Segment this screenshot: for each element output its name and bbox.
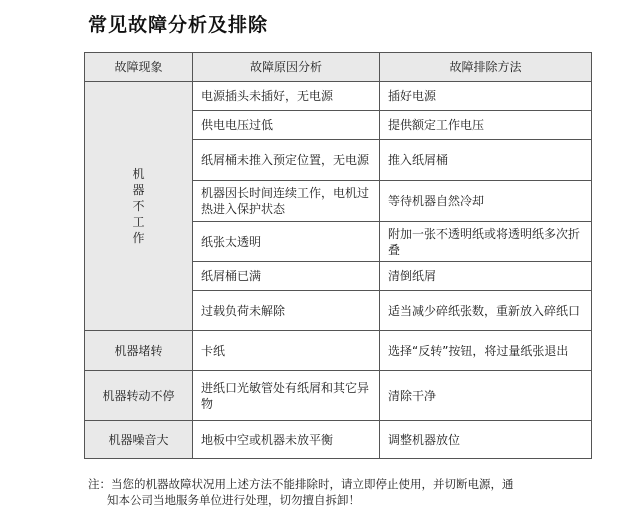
table-header-row: [85, 53, 592, 82]
cause-cell: 卡纸: [193, 331, 380, 371]
solution-cell: 提供额定工作电压: [380, 111, 592, 140]
footnote: [88, 476, 608, 508]
cause-cell: 纸屑桶已满: [193, 262, 380, 291]
header-phenomenon: 故障现象: [85, 53, 193, 82]
troubleshooting-table: [84, 52, 592, 459]
footnote-line-1: 注：当您的机器故障状况用上述方法不能排除时，请立即停止使用，并切断电源，通: [88, 477, 514, 491]
header-cause: 故障原因分析: [193, 53, 380, 82]
table-row: [85, 371, 592, 421]
phenomenon-cell: 机器堵转: [85, 331, 193, 371]
table-row: [85, 331, 592, 371]
solution-cell: 插好电源: [380, 82, 592, 111]
page-title: 常见故障分析及排除: [88, 14, 269, 36]
phenomenon-cell: 机器转动不停: [85, 371, 193, 421]
cause-cell: 纸屑桶未推入预定位置，无电源: [193, 140, 380, 181]
solution-cell: 选择“反转”按钮，将过量纸张退出: [380, 331, 592, 371]
phenomenon-label: 机器不工作: [132, 167, 145, 245]
table-row: [85, 82, 592, 111]
cause-cell: 过载负荷未解除: [193, 291, 380, 331]
phenomenon-cell: 机器噪音大: [85, 421, 193, 459]
solution-cell: 推入纸屑桶: [380, 140, 592, 181]
phenomenon-cell: [85, 82, 193, 331]
solution-cell: 等待机器自然冷却: [380, 181, 592, 222]
solution-cell: 清倒纸屑: [380, 262, 592, 291]
footnote-line-2: 知本公司当地服务单位进行处理，切勿擅自拆卸！: [107, 493, 360, 507]
cause-cell: 纸张太透明: [193, 222, 380, 262]
solution-cell: 附加一张不透明纸或将透明纸多次折叠: [380, 222, 592, 262]
cause-cell: 供电电压过低: [193, 111, 380, 140]
solution-cell: 调整机器放位: [380, 421, 592, 459]
solution-cell: 适当减少碎纸张数，重新放入碎纸口: [380, 291, 592, 331]
table-row: [85, 421, 592, 459]
cause-cell: 进纸口光敏管处有纸屑和其它异物: [193, 371, 380, 421]
header-solution: 故障排除方法: [380, 53, 592, 82]
cause-cell: 地板中空或机器未放平衡: [193, 421, 380, 459]
cause-cell: 电源插头未插好，无电源: [193, 82, 380, 111]
cause-cell: 机器因长时间连续工作，电机过热进入保护状态: [193, 181, 380, 222]
solution-cell: 清除干净: [380, 371, 592, 421]
